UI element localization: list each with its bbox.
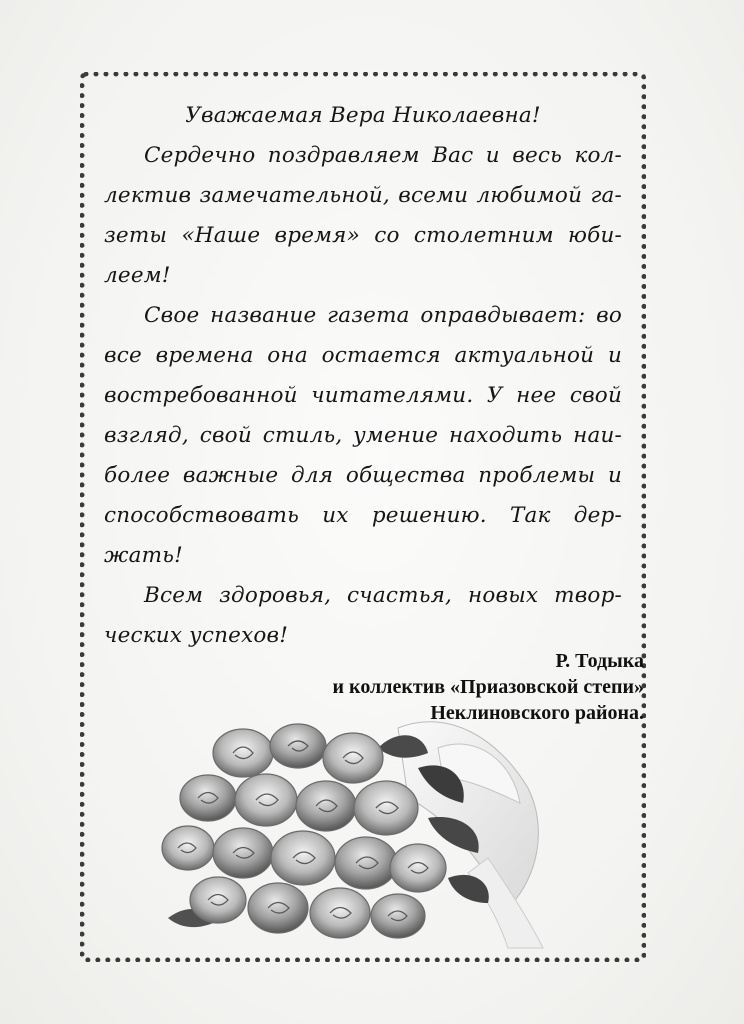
paragraph3-line: Всем здоровья, счастья, новых твор- <box>144 583 622 608</box>
paragraph1-line: леем! <box>104 263 171 288</box>
signature-organization: и коллектив «Приазовской степи» <box>332 676 644 698</box>
signature-district: Неклиновского района. <box>430 702 644 724</box>
letter-greeting: Уважаемая Вера Николаевна! <box>185 103 541 128</box>
paragraph2-line: более важные для общества проблемы и <box>104 463 622 488</box>
paragraph1-line: зеты «Наше время» со столетним юби- <box>104 223 622 248</box>
paragraph2-line: востребованной читателями. У нее свой <box>104 383 622 408</box>
paragraph1-line: лектив замечательной, всеми любимой га- <box>104 183 622 208</box>
paragraph2-line: взгляд, свой стиль, умение находить наи- <box>104 423 622 448</box>
roses-bouquet-image <box>148 708 552 954</box>
paragraph2-line: все времена она остается актуальной и <box>104 343 622 368</box>
signature-name: Р. Тодыка <box>555 650 644 672</box>
paragraph1-line: Сердечно поздравляем Вас и весь кол- <box>144 143 622 168</box>
letter-body <box>104 96 622 656</box>
paragraph2-line: Свое название газета оправдывает: во <box>144 303 622 328</box>
paragraph3-line: ческих успехов! <box>104 623 289 648</box>
paragraph2-line: способствовать их решению. Так дер- <box>104 503 622 528</box>
paragraph2-line: жать! <box>104 543 183 568</box>
